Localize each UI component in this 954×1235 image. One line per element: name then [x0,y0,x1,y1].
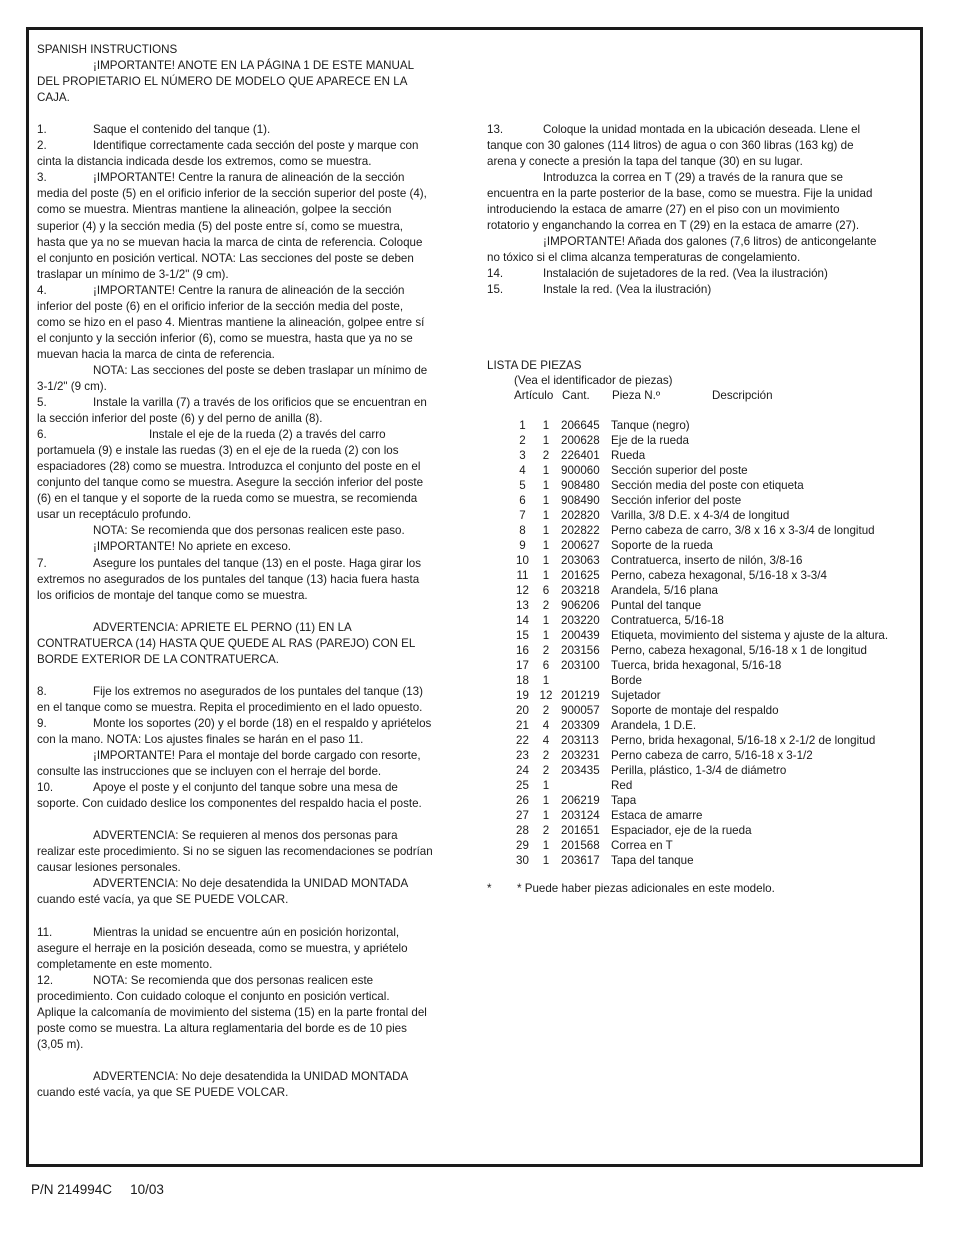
description-cell: Red [611,779,633,792]
qty-cell: 4 [542,719,550,732]
step-text: espaciadores (28) como se muestra. Introduzca el conjunto del poste en el [37,460,421,474]
step-text: los orificios de montaje del tanque como se muestra. [37,588,308,602]
article-cell: 20 [516,704,529,717]
qty-cell: 1 [542,524,550,537]
article-cell: 1 [519,419,526,432]
step-2: 2. Identifique correctamente cada sección del poste y marque con [37,138,469,154]
warning-text: ADVERTENCIA: No deje desatendida la UNIDAD MONTADA [93,877,409,891]
article-cell: 26 [516,794,529,807]
table-row [514,538,888,553]
qty-cell: 2 [542,599,550,612]
part-number-cell: 202822 [561,524,600,537]
step-number: 9. [37,716,47,730]
warning-text: ADVERTENCIA: No deje desatendida la UNIDAD MONTADA [93,1070,409,1083]
step-text: extremos no asegurados de los puntales del tanque (13) hacia fuera hasta [37,572,420,586]
qty-cell: 1 [542,464,550,477]
part-number-cell: 203124 [561,809,600,822]
article-cell: 7 [519,509,526,522]
step-text: 3-1/2" (9 cm). [37,379,107,393]
parts-list-header [487,388,888,403]
table-row [514,643,888,658]
step-text: rotatorio y enganchando la correa en T (29) en la estaca de amarre (27). [487,219,860,233]
parts-list-subtitle: (Vea el identificador de piezas) [514,374,673,387]
step-text: asegure el herraje en la posición deseada, como se muestra, y apriételo [37,941,408,955]
step-9: 9. Monte los soportes (20) y el borde (18) en el respaldo y apriételos [37,716,469,732]
article-cell: 30 [516,854,529,867]
parts-list [487,358,888,896]
step-text: soporte. Con cuidado deslice los componentes del respaldo hacia el poste. [37,797,422,811]
qty-cell: 4 [542,734,550,747]
intro-line: ¡IMPORTANTE! ANOTE EN LA PÁGINA 1 DE ESTE MANUAL [93,59,415,73]
step-12: 12. NOTA: Se recomienda que dos personas realicen este [37,973,469,989]
step-8: 8. Fije los extremos no asegurados de los puntales del tanque (13) [37,684,469,700]
step-number: 11. [37,925,53,939]
step-text: traslapar un mínimo de 3-1/2" (9 cm). [37,267,229,281]
step-text: inferior del poste (6) en el orificio inferior de la sección media del poste, [37,299,404,313]
part-number-cell: 200627 [561,539,600,552]
footer [31,1182,164,1197]
table-row [514,553,888,568]
qty-cell: 1 [542,569,550,582]
step-text: (6) en el tanque y el soporte de la rueda como se muestra, se recomienda [37,492,418,506]
step-number: 6. [37,428,47,442]
table-row [514,763,888,778]
article-cell: 27 [516,809,529,822]
step-number: 13. [487,123,504,136]
part-number-cell: 201568 [561,839,600,852]
table-row [514,748,888,763]
step-text: tanque con 30 galones (114 litros) de agua o con 360 libras (163 kg) de [487,139,854,153]
warning-text: causar lesiones personales. [37,861,181,875]
qty-cell: 1 [542,479,550,492]
article-cell: 15 [516,629,529,642]
article-cell: 29 [516,839,529,852]
table-row [514,718,888,733]
step-number: 4. [37,283,47,297]
part-number-cell: 201651 [561,824,600,837]
table-row [514,703,888,718]
step-5: 5. Instale la varilla (7) a través de los orificios que se encuentran en [37,395,469,411]
revision-date: 10/03 [130,1182,164,1197]
qty-cell: 2 [542,749,550,762]
step-text: introduciendo la estaca de amarre (27) en el piso con un movimiento [487,203,840,217]
part-number-cell: 203435 [561,764,600,777]
article-cell: 24 [516,764,529,777]
table-row [514,673,888,688]
description-cell: Arandela, 1 D.E. [611,719,697,732]
part-number-cell: 908480 [561,479,600,492]
article-cell: 23 [516,749,529,762]
table-row [514,598,888,613]
description-cell: Etiqueta, movimiento del sistema y ajuste de la altura. [611,629,889,642]
description-cell: Varilla, 3/8 D.E. x 4-3/4 de longitud [611,509,790,522]
description-cell: Puntal del tanque [611,599,702,612]
header-qty: Cant. [562,389,590,402]
article-cell: 8 [519,524,526,537]
table-row [514,433,888,448]
step-text: encuentra en la parte posterior de la base, como se muestra. Fije la unidad [487,187,873,201]
parts-list-title: LISTA DE PIEZAS [487,359,582,372]
right-column [487,122,917,299]
step-number: 14. [487,267,504,281]
article-cell: 3 [519,449,526,462]
step-text: como se hizo en el paso 4. Mientras mantiene la alineación, golpee entre sí [37,315,425,329]
qty-cell: 2 [542,644,550,657]
header-part: Pieza N.º [612,389,661,402]
part-number-cell: 203218 [561,584,600,597]
part-number-cell: 200439 [561,629,600,642]
warning-text: BORDE EXTERIOR DE LA CONTRATUERCA. [37,652,280,666]
description-cell: Perno cabeza de carro, 5/16-18 x 3-1/2 [611,749,813,762]
table-row [514,463,888,478]
article-cell: 11 [516,569,529,582]
important-text: ¡IMPORTANTE! No apriete en exceso. [93,540,292,554]
qty-cell: 2 [542,764,550,777]
step-10: 10. Apoye el poste y el conjunto del tanque sobre una mesa de [37,780,469,796]
table-row [514,478,888,493]
part-number-cell: 202820 [561,509,600,522]
warning-text: ADVERTENCIA: Se requieren al menos dos personas para [93,829,398,843]
description-cell: Perno, brida hexagonal, 5/16-18 x 2-1/2 de longitud [611,734,876,747]
qty-cell: 1 [542,614,550,627]
step-number: 10. [37,781,54,795]
step-text: arena y conecte a presión la tapa del tanque (30) en su lugar. [487,155,803,169]
part-number-cell: 203156 [561,644,600,657]
article-cell: 16 [516,644,529,657]
part-number-cell: 203617 [561,854,600,867]
step-text: poste como se muestra. La altura reglamentaria del borde es de 10 pies [37,1021,407,1035]
step-7: 7. Asegure los puntales del tanque (13) en el poste. Haga girar los [37,556,469,572]
step-number: 8. [37,684,47,698]
section-title: SPANISH INSTRUCTIONS [37,43,178,56]
qty-cell: 2 [542,449,550,462]
intro-line: CAJA. [37,91,70,105]
step-number: 15. [487,283,504,297]
qty-cell: 1 [542,674,550,687]
qty-cell: 2 [542,824,550,837]
step-number: 12. [37,973,54,987]
step-text: hasta que ya no se muevan hacia la marca de cinta de referencia. Coloque [37,235,423,249]
note-marker: * [487,882,492,895]
qty-cell: 1 [542,779,550,792]
important-text: ¡IMPORTANTE! Para el montaje del borde cargado con resorte, [93,749,421,763]
qty-cell: 12 [539,689,553,702]
article-cell: 13 [516,599,529,612]
description-cell: Perilla, plástico, 1-3/4 de diámetro [611,764,787,777]
table-row [514,448,888,463]
article-cell: 4 [519,464,526,477]
important-text: ¡IMPORTANTE! Añada dos galones (7,6 litros) de anticongelante [543,235,877,249]
description-cell: Perno cabeza de carro, 3/8 x 16 x 3-3/4 de longitud [611,524,875,537]
article-cell: 21 [516,719,529,732]
part-number-cell: 203113 [561,734,599,747]
qty-cell: 1 [542,434,550,447]
description-cell: Borde [611,674,642,687]
table-row [514,613,888,628]
step-number: 7. [37,556,47,570]
description-cell: Espaciador, eje de la rueda [611,824,752,837]
article-cell: 22 [516,734,529,747]
qty-cell: 2 [542,704,550,717]
step-number: 3. [37,171,47,185]
part-number-cell [561,778,611,793]
step-text: completamente en este momento. [37,957,213,971]
step-number: 5. [37,396,47,410]
step-text: muevan hacia la marca de cinta de referencia. [37,347,275,361]
part-number-cell: 201219 [561,689,600,702]
part-number-cell: 203063 [561,554,600,567]
note-text: NOTA: Las secciones del poste se deben traslapar un mínimo de [93,363,428,377]
step-text: portamuela (9) e instale las ruedas (3) en el eje de la rueda (2) con los [37,444,399,458]
warning-text: realizar este procedimiento. Si no se siguen las recomendaciones se podrían [37,845,433,859]
description-cell: Contratuerca, 5/16-18 [611,614,724,627]
article-cell: 6 [519,494,526,507]
table-row [514,778,888,793]
step-text: consulte las instrucciones que se incluyen con el herraje del borde. [37,765,382,779]
part-number-cell: 908490 [561,494,600,507]
description-cell: Arandela, 5/16 plana [611,584,719,597]
description-cell: Sección inferior del poste [611,494,742,507]
parts-table [514,418,888,868]
table-row [514,838,888,853]
description-cell: Tapa [611,794,637,807]
description-cell: Perno, cabeza hexagonal, 5/16-18 x 1 de longitud [611,644,867,657]
intro-line: DEL PROPIETARIO EL NÚMERO DE MODELO QUE APARECE EN LA [37,75,408,89]
step-text: como se muestra. Mientras mantiene la alineación, golpee la sección [37,203,392,217]
table-row [514,583,888,598]
article-cell: 2 [519,434,526,447]
table-row [514,508,888,523]
header-desc: Descripción [712,389,773,402]
qty-cell: 1 [542,419,550,432]
description-cell: Tapa del tanque [611,854,694,867]
table-row [514,568,888,583]
step-1: 1. Saque el contenido del tanque (1). [37,122,469,138]
article-cell: 19 [516,689,529,702]
warning-text: cuando esté vacía, ya que SE PUEDE VOLCAR. [37,893,289,907]
qty-cell: 1 [542,839,550,852]
article-cell: 28 [516,824,529,837]
part-number-cell: 206219 [561,794,600,807]
description-cell: Soporte de la rueda [611,539,713,552]
step-number: 2. [37,139,47,153]
description-cell: Sección superior del poste [611,464,748,477]
warning-text: cuando esté vacía, ya que SE PUEDE VOLCAR. [37,1086,289,1100]
left-column [37,42,469,1101]
part-number-cell: 203231 [561,749,600,762]
description-cell: Tanque (negro) [611,419,690,432]
part-number-cell: 201625 [561,569,600,582]
table-row [514,493,888,508]
step-text: Introduzca la correa en T (29) a través de la ranura que se [543,171,843,185]
qty-cell: 1 [542,629,550,642]
qty-cell: 1 [542,494,550,507]
step-text: usar un receptáculo profundo. [37,508,192,522]
step-15: 15. Instale la red. (Vea la ilustración) [487,282,917,298]
part-number-cell: 226401 [561,449,600,462]
warning-text: CONTRATUERCA (14) HASTA QUE QUEDE AL RAS (PAREJO) CON EL [37,636,416,650]
table-row [514,523,888,538]
step-11: 11. Mientras la unidad se encuentre aún en posición horizontal, [37,925,469,941]
table-row [514,823,888,838]
description-cell: Sujetador [611,689,661,702]
qty-cell: 1 [542,509,550,522]
table-row [514,853,888,868]
step-text: (3,05 m). [37,1037,84,1051]
part-number-cell: 203220 [561,614,600,627]
qty-cell: 1 [542,854,550,867]
description-cell: Rueda [611,449,646,462]
description-cell: Contratuerca, inserto de nilón, 3/8-16 [611,554,803,567]
part-number-cell [561,673,611,688]
step-text: procedimiento. Con cuidado coloque el conjunto en posición vertical. [37,989,390,1003]
article-cell: 5 [519,479,526,492]
step-text: media del poste (5) en el orificio inferior de la sección superior del poste (4), [37,187,427,201]
article-cell: 18 [516,674,529,687]
part-number-cell: 900060 [561,464,600,477]
table-row [514,658,888,673]
description-cell: Soporte de montaje del respaldo [611,704,779,717]
table-row [514,628,888,643]
part-number-cell: 900057 [561,704,600,717]
qty-cell: 1 [542,554,550,567]
description-cell: Tuerca, brida hexagonal, 5/16-18 [611,659,782,672]
description-cell: Eje de la rueda [611,434,689,447]
step-number: 1. [37,123,47,137]
article-cell: 9 [519,539,526,552]
description-cell: Estaca de amarre [611,809,703,822]
article-cell: 25 [516,779,529,792]
step-text: no tóxico si el clima alcanza temperaturas de congelamiento. [487,251,801,265]
part-number-cell: 203100 [561,659,600,672]
note-text: NOTA: Se recomienda que dos personas realicen este paso. [93,524,405,538]
description-cell: Sección media del poste con etiqueta [611,479,804,492]
step-13: 13. Coloque la unidad montada en la ubicación deseada. Llene el [487,122,917,138]
part-number-cell: 200628 [561,434,600,447]
warning-text: ADVERTENCIA: APRIETE EL PERNO (11) EN LA [93,620,352,634]
description-cell: Perno, cabeza hexagonal, 5/16-18 x 3-3/4 [611,569,827,582]
step-text: cinta la distancia indicada desde los extremos, como se muestra. [37,155,372,169]
step-text: conjunto del tanque como se muestra. Asegure la sección inferior del poste [37,476,424,490]
article-cell: 12 [516,584,529,597]
part-number-cell: 203309 [561,719,600,732]
article-cell: 14 [516,614,529,627]
part-number-cell: 906206 [561,599,600,612]
qty-cell: 1 [542,809,550,822]
article-cell: 10 [516,554,529,567]
qty-cell: 1 [542,794,550,807]
step-text: con la mano. NOTA: Los ajustes finales se harán en el paso 11. [37,733,364,747]
table-row [514,793,888,808]
table-row [514,418,888,433]
table-row [514,733,888,748]
part-number-cell: 206645 [561,419,600,432]
step-6: 6. Instale el eje de la rueda (2) a través del carro [37,427,469,443]
step-text: el conjunto y la sección inferior (6), como se muestra, hasta que ya no se [37,331,413,345]
step-3: 3. ¡IMPORTANTE! Centre la ranura de alineación de la sección [37,170,469,186]
description-cell: Correa en T [611,839,673,852]
header-article: Artículo [514,389,554,402]
step-text: en el tanque como se muestra. Repita el procedimiento en el lado opuesto. [37,700,423,714]
table-row [514,688,888,703]
step-text: la sección inferior del poste (6) y del perno de anilla (8). [37,412,323,426]
qty-cell: 6 [542,659,550,672]
article-cell: 17 [516,659,529,672]
qty-cell: 6 [542,584,550,597]
step-text: el conjunto en posición vertical. NOTA: Las secciones del poste se deben [37,251,414,265]
step-text: Aplique la calcomanía de movimiento del sistema (15) en la parte frontal del [37,1005,427,1019]
table-row [514,808,888,823]
part-number: P/N 214994C [31,1182,113,1197]
qty-cell: 1 [542,539,550,552]
step-4: 4. ¡IMPORTANTE! Centre la ranura de alineación de la sección [37,283,469,299]
step-14: 14. Instalación de sujetadores de la red. (Vea la ilustración) [487,266,917,282]
step-text: superior (4) y la sección media (5) del poste entre sí, como se muestra, [37,219,404,233]
parts-note: * * Puede haber piezas adicionales en este modelo. [487,882,775,895]
